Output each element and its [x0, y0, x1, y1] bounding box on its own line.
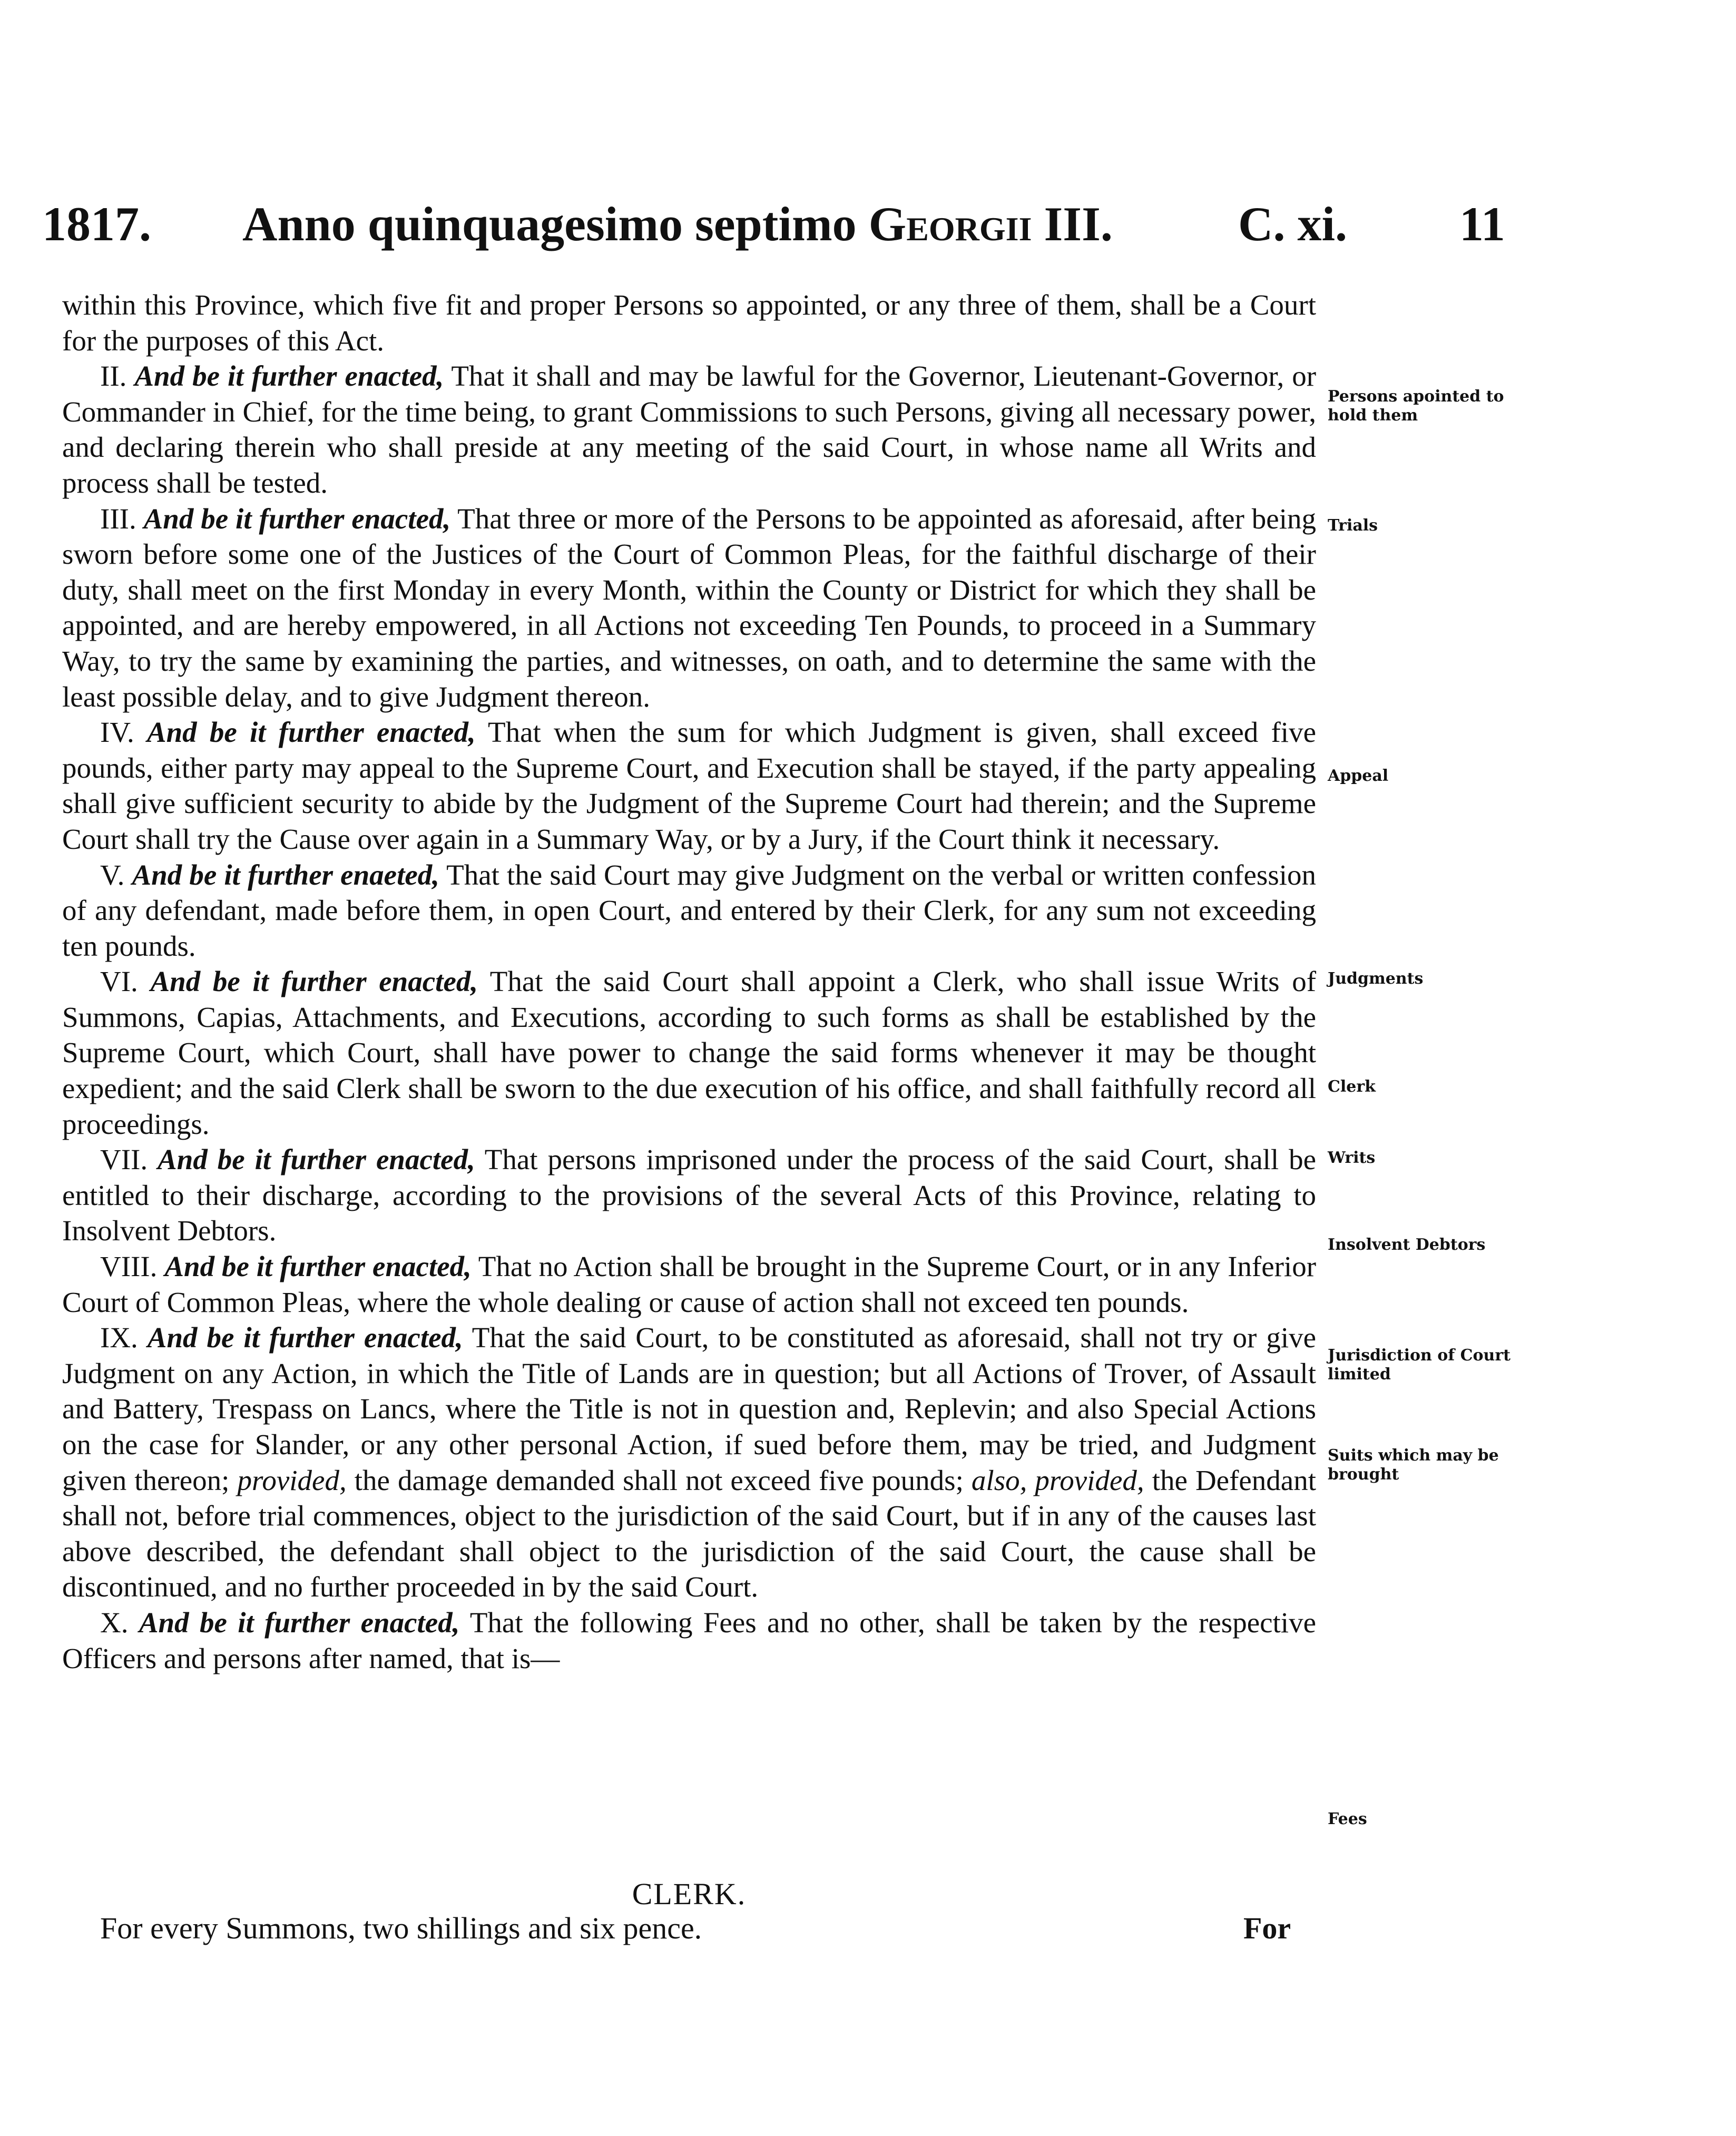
header-chapter: C. xi.: [1238, 197, 1347, 251]
catchword: For: [1243, 1911, 1291, 1945]
section-text: That when the sum for which Judgment is given, shall exceed five pounds, either party may appeal to the Supreme Court, and Execution shall be stayed, if the party appealing shall give sufficient security to abide by the Judgment of the Supreme Court had therein; and the Supreme Court shall try the Cause over again in a Summary Way, or by a Jury, if the Court think it necessary.: [62, 716, 1316, 855]
section-text: That the said Court shall appoint a Clerk, who shall issue Writs of Summons, Capias, Attachments, and Executions, according to such forms as shall be established by the Supreme Court, which Court, shall have power to change the said forms whenever it may be thought expedient; and the said Clerk shall be sworn to the due execution of his office, and shall faithfully record all proceedings.: [62, 965, 1317, 1140]
fees-heading: CLERK.: [632, 1877, 747, 1911]
page-number: 11: [1459, 197, 1505, 251]
enacting-clause: And be it further enacted,: [139, 1606, 460, 1639]
margin-note-fees: Fees: [1328, 1810, 1367, 1828]
header-title-tail: III.: [1032, 197, 1113, 251]
enacting-clause: And be it further enacted,: [134, 360, 444, 393]
section-number: II.: [100, 360, 127, 393]
section-text: That the said Court may give Judgment on the verbal or written confession of any defendant, made before them, in open Court, and entered by their Clerk, for any sum not exceeding ten pounds.: [62, 858, 1316, 962]
section-10: [62, 1605, 1316, 1676]
act-body: [62, 287, 1316, 1676]
fee-item: For every Summons, two shillings and six pence.: [100, 1911, 702, 1945]
section-text: the Defendant shall not, before trial commences, object to the jurisdiction of the said Court, but if in any of the causes last above described, the defendant shall object to the jurisdiction of the said Court, the cause shall be discontinued, and no further proceeded in by the said Court.: [62, 1464, 1316, 1603]
section-text: That the following Fees and no other, shall be taken by the respective Officers and persons after named, that is—: [62, 1606, 1316, 1674]
section-9: [62, 1320, 1316, 1605]
margin-note-suits: Suits which may be brought: [1328, 1446, 1499, 1484]
enacting-clause: And be it further enacted,: [158, 1143, 475, 1176]
section-text: That it shall and may be lawful for the Governor, Lieutenant-Governor, or Commander in Chief, for the time being, to grant Commissions to such Persons, giving all necessary power, and declaring therein who shall preside at any meeting of the said Court, in whose name all Writs and process shall be tested.: [62, 360, 1317, 499]
header-title: [242, 195, 1113, 253]
margin-note-persons-appointed: Persons apointed to hold them: [1328, 387, 1504, 425]
header-title-lead: Anno quinquagesimo septimo: [242, 197, 869, 251]
margin-note-writs: Writs: [1328, 1149, 1376, 1167]
section-number: VII.: [100, 1143, 148, 1176]
header-title-name: Georgii: [868, 197, 1032, 251]
margin-note-judgments: Judgments: [1328, 969, 1424, 988]
section-8: [62, 1249, 1316, 1320]
enacting-clause: And be it further enaeted,: [132, 858, 440, 891]
section-number: VI.: [100, 965, 138, 998]
section-text: That the said Court, to be constituted as aforesaid, shall not try or give Judgment on any Action, in which the Title of Lands are in question; but all Actions of Trover, of Assault and Battery, Trespass on Lancs, where the Title is not in question and, Replevin; and also Special Actions on the case for Slander, or any other personal Action, if sued before them, may be tried, and Judgment given thereon;: [62, 1321, 1317, 1496]
section-number: VIII.: [100, 1250, 158, 1283]
margin-note-clerk: Clerk: [1328, 1077, 1376, 1096]
enacting-clause: And be it further enacted,: [146, 716, 476, 749]
running-header: [42, 195, 1512, 253]
enacting-clause: And be it further enacted,: [164, 1250, 472, 1283]
section-number: IV.: [100, 716, 134, 749]
margin-note-jurisdiction: Jurisdiction of Court limited: [1328, 1346, 1511, 1384]
section-text: the damage demanded shall not exceed five pounds;: [346, 1464, 972, 1496]
section-number: V.: [100, 858, 125, 891]
section-7: [62, 1142, 1316, 1249]
section-number: III.: [100, 502, 136, 535]
section-text: That three or more of the Persons to be appointed as aforesaid, after being sworn before some one of the Justices of the Court of Common Pleas, for the faithful discharge of their duty, shall meet on the first Monday in every Month, within the County or District for which they shall be appointed, and are hereby empowered, in all Actions not exceeding Ten Pounds, to proceed in a Summary Way, to try the same by examining the parties, and witnesses, on oath, and to determine the same with the least possible delay, and to give Judgment thereon.: [62, 502, 1316, 713]
section-number: IX.: [100, 1321, 138, 1354]
header-year: 1817.: [42, 197, 151, 251]
section-number: X.: [100, 1606, 129, 1639]
provided-word: provided,: [237, 1464, 347, 1496]
section-6: [62, 964, 1316, 1142]
enacting-clause: And be it further enacted,: [143, 502, 451, 535]
section-5: [62, 857, 1316, 964]
margin-note-appeal: Appeal: [1328, 767, 1389, 785]
section-text: That persons imprisoned under the process of the said Court, shall be entitled to their discharge, according to the provisions of the several Acts of this Province, relating to Insolvent Debtors.: [62, 1143, 1317, 1247]
opening-paragraph: within this Province, which five fit and proper Persons so appointed, or any three of them, shall be a Court for the purposes of this Act.: [62, 289, 1316, 357]
also-provided-words: also, provided,: [971, 1464, 1144, 1496]
section-3: [62, 501, 1316, 715]
section-4: [62, 714, 1316, 857]
enacting-clause: And be it further enacted,: [147, 1321, 463, 1354]
enacting-clause: And be it further enacted,: [150, 965, 478, 998]
margin-note-insolvent-debtors: Insolvent Debtors: [1328, 1236, 1486, 1254]
section-text: That no Action shall be brought in the Supreme Court, or in any Inferior Court of Common Pleas, where the whole dealing or cause of action shall not exceed ten pounds.: [62, 1250, 1317, 1318]
margin-note-trials: Trials: [1328, 516, 1378, 535]
section-2: [62, 358, 1316, 501]
